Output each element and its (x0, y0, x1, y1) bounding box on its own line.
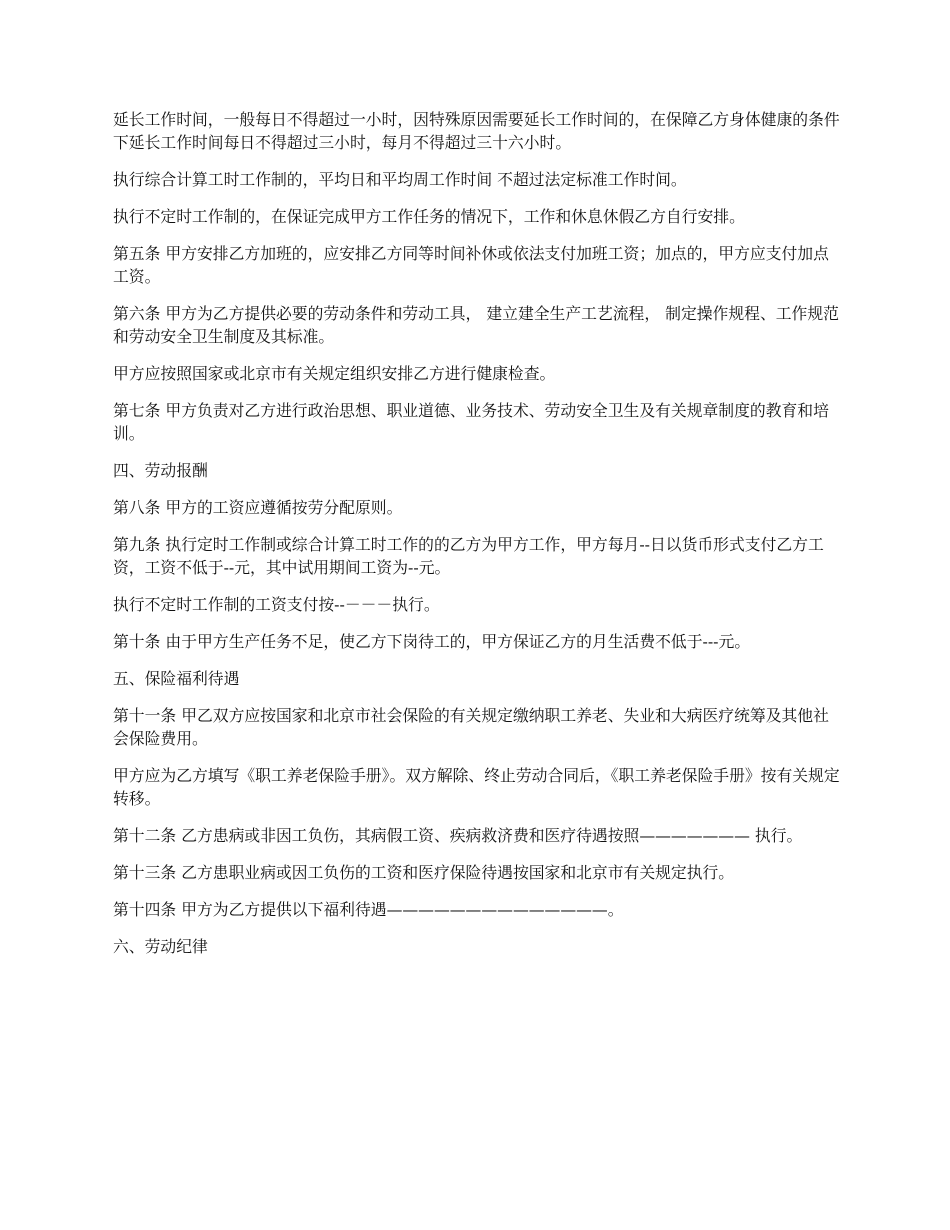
paragraph-article-12: 第十二条 乙方患病或非因工负伤，其病假工资、疾病救济费和医疗待遇按照——————— 执行。 (113, 826, 803, 845)
paragraph-article-5: 第五条 甲方安排乙方加班的，应安排乙方同等时间补休或依法支付加班工资；加点的，甲方应支付加点工资。 (113, 244, 829, 286)
paragraph-article-14: 第十四条 甲方为乙方提供以下福利待遇——————————————。 (113, 900, 624, 919)
paragraph-article-11: 第十一条 甲乙双方应按国家和北京市社会保险的有关规定缴纳职工养老、失业和大病医疗统筹及其他社会保险费用。 (113, 706, 829, 748)
paragraph-pension-handbook: 甲方应为乙方填写《职工养老保险手册》。双方解除、终止劳动合同后，《职工养老保险手册》按有关规定转移。 (113, 766, 840, 808)
paragraph-flexible-hours: 执行不定时工作制的，在保证完成甲方工作任务的情况下，工作和休息休假乙方自行安排。 (113, 207, 745, 226)
paragraph-article-10: 第十条 由于甲方生产任务不足，使乙方下岗待工的，甲方保证乙方的月生活费不低于---元。 (113, 632, 751, 651)
paragraph-flexible-pay: 执行不定时工作制的工资支付按--－－－执行。 (113, 595, 440, 614)
document-page (113, 108, 843, 972)
paragraph-article-7: 第七条 甲方负责对乙方进行政治思想、职业道德、业务技术、劳动安全卫生及有关规章制度的教育和培训。 (113, 401, 829, 443)
section-heading-insurance: 五、保险福利待遇 (113, 669, 240, 688)
paragraph-overtime-limit: 延长工作时间，一般每日不得超过一小时，因特殊原因需要延长工作时间的，在保障乙方身体健康的条件下延长工作时间每日不得超过三小时，每月不得超过三十六小时。 (113, 110, 840, 152)
paragraph-article-6: 第六条 甲方为乙方提供必要的劳动条件和劳动工具， 建立建全生产工艺流程， 制定操作规程、工作规范和劳动安全卫生制度及其标准。 (113, 304, 839, 346)
section-heading-discipline: 六、劳动纪律 (113, 937, 208, 956)
section-heading-remuneration: 四、劳动报酬 (113, 461, 208, 480)
paragraph-article-13: 第十三条 乙方患职业病或因工负伤的工资和医疗保险待遇按国家和北京市有关规定执行。 (113, 863, 735, 882)
paragraph-health-check: 甲方应按照国家或北京市有关规定组织安排乙方进行健康检查。 (113, 364, 556, 383)
paragraph-comprehensive-hours: 执行综合计算工时工作制的，平均日和平均周工作时间 不超过法定标准工作时间。 (113, 170, 687, 189)
paragraph-article-9: 第九条 执行定时工作制或综合计算工时工作的的乙方为甲方工作，甲方每月--日以货币形式支付乙方工资，工资不低于--元，其中试用期间工资为--元。 (113, 535, 824, 577)
paragraph-article-8: 第八条 甲方的工资应遵循按劳分配原则。 (113, 498, 403, 517)
